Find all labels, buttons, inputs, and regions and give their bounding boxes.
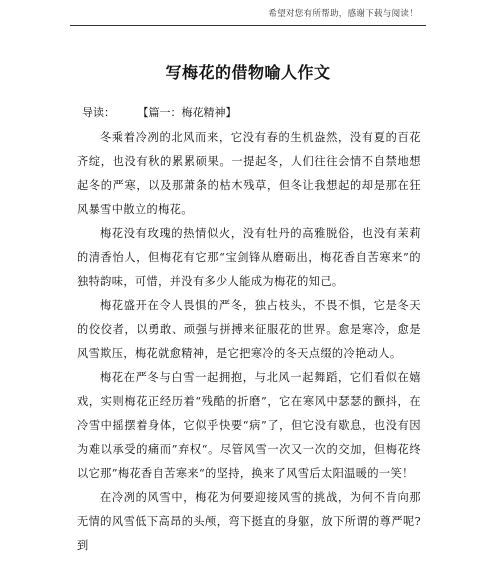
paragraph-3: 梅花盛开在令人畏惧的严冬，独占枝头，不畏不惧，它是冬天的佼佼者，以勇敢、顽强与拼搏来征服花的世界。愈是寒冷，愈是风雪欺压，梅花就愈精神，是它把寒冷的冬天点缀的冷艳动人。 xyxy=(77,299,421,360)
guide-line xyxy=(82,104,237,120)
guide-label: 导读： xyxy=(82,106,115,119)
header-divider xyxy=(70,25,426,26)
document-body xyxy=(77,126,421,558)
section-heading: 【篇一：梅花精神】 xyxy=(143,106,237,119)
paragraph-1: 冬乘着冷冽的北风而来，它没有春的生机盎然，没有夏的百花齐绽，也没有秋的累累硕果。一提起冬，人们往往会情不自禁地想起冬的严寒，以及那萧条的枯木残草，但冬让我想起的却是那在狂风暴雪中散立的梅花。 xyxy=(77,131,421,216)
paragraph-5: 在冷冽的风雪中，梅花为何要迎接风雪的挑战，为何不肯向那无情的风雪低下高昂的头颅，弯下挺直的身躯，放下所谓的尊严呢?到 xyxy=(77,491,421,552)
header-note: 希望对您有所帮助，感谢下载与阅读！ xyxy=(268,9,418,19)
paragraph-4: 梅花在严冬与白雪一起拥抱，与北风一起舞蹈，它们看似在嬉戏，实则梅花正经历着“残酷的折磨”，它在寒风中瑟瑟的颤抖，在冷雪中摇摆着身体，它似乎快要“病”了，但它没有歇息，也没有因为难以承受的痛而”弃权“。尽管风雪一次又一次的交加，但梅花终以它那”梅花香自苦寒来“的坚持，换来了风雪后太阳温暖的一笑！ xyxy=(77,371,421,480)
document-title: 写梅花的借物喻人作文 xyxy=(165,63,331,82)
paragraph-2: 梅花没有玫瑰的热情似火，没有牡丹的高雅脱俗，也没有茉莉的清香怡人，但梅花有它那“宝剑锋从磨砺出，梅花香自苦寒来”的独特韵味，可惜，并没有多少人能成为梅花的知己。 xyxy=(77,227,421,288)
